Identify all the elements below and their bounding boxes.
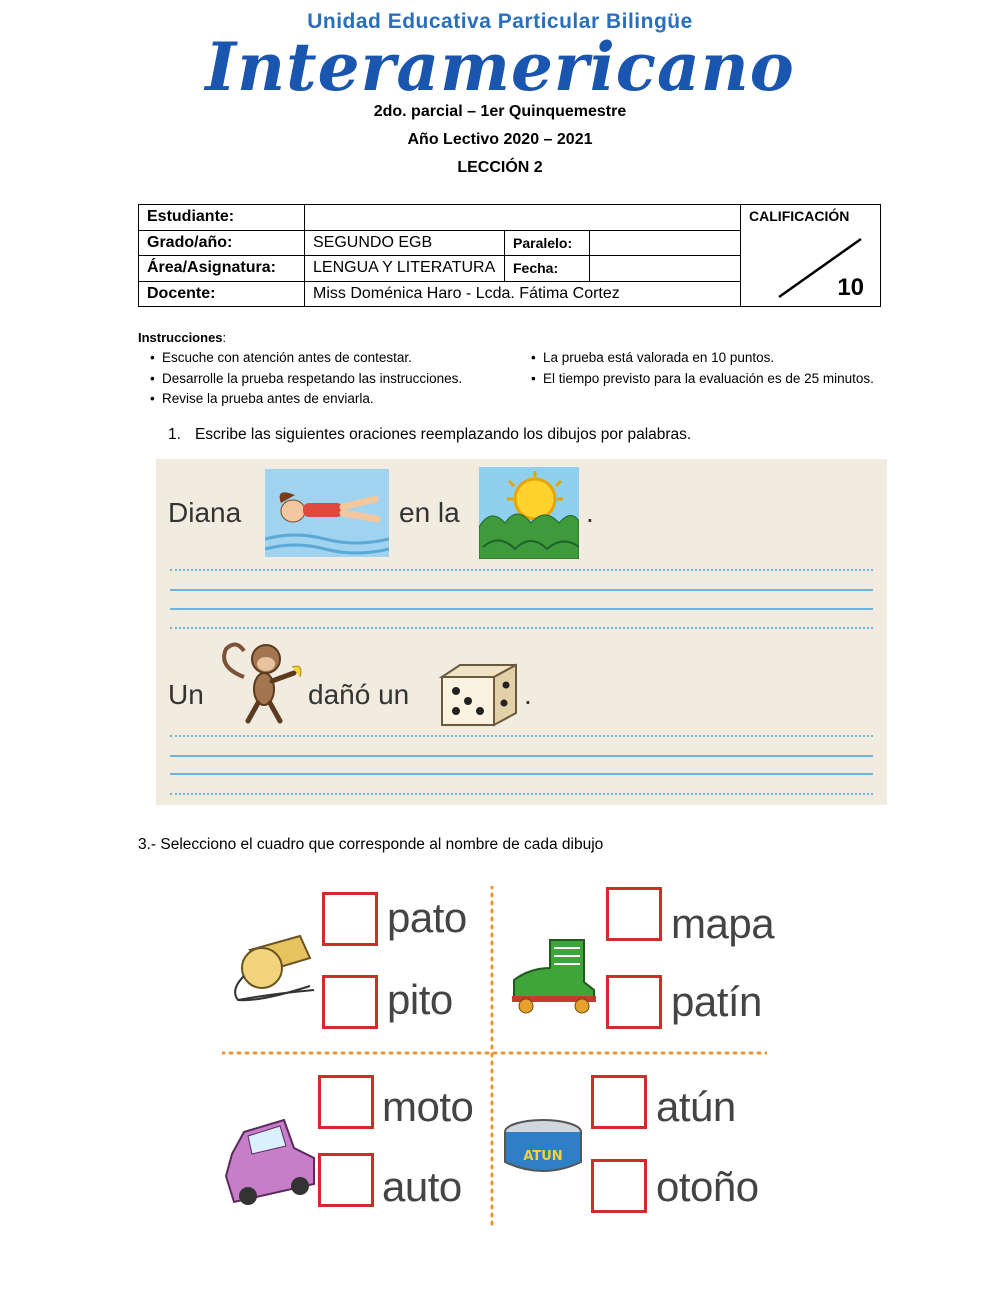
roller-skate-icon [506,934,602,1014]
question-3-text: 3.- Selecciono el cuadro que corresponde al nombre de cada dibujo [138,836,604,853]
exercise-1-panel [156,459,887,805]
monkey-icon [214,637,310,725]
checkbox-pato[interactable] [322,892,378,946]
sentence-2-start: Un [168,679,204,710]
score-box [741,205,881,307]
option-pito: pito [387,976,453,1023]
checkbox-atun[interactable] [591,1075,647,1129]
checkbox-patin[interactable] [606,975,662,1029]
instruction-item: • Escuche con atención antes de contestar. [150,348,520,369]
option-patin: patín [671,978,762,1025]
writing-line [170,793,873,795]
option-otono: otoño [656,1163,759,1210]
period-title: 2do. parcial – 1er Quinquemestre [373,103,627,120]
subject-label: Área/Asignatura: [139,256,305,282]
instructions-title-text: Instrucciones [138,330,223,345]
jungle-icon [479,467,579,559]
option-pato: pato [387,894,467,941]
writing-line [170,755,873,757]
student-field[interactable] [305,205,741,231]
instruction-item: • La prueba está valorada en 10 puntos. [531,348,889,369]
writing-line [170,735,873,737]
subject-value: LENGUA Y LITERATURA [305,256,505,282]
lesson-title: LECCIÓN 2 [457,159,543,176]
school-logo: Interamericano [205,28,795,106]
question-1-number: 1. [168,426,181,443]
student-label: Estudiante: [139,205,305,231]
sentence-1-end: . [586,497,594,528]
date-field[interactable] [590,256,741,282]
instruction-item: • Revise la prueba antes de enviarla. [150,389,520,410]
teacher-value: Miss Doménica Haro - Lcda. Fátima Cortez [305,281,741,307]
car-icon [224,1114,316,1206]
sentence-1-start: Diana [168,497,242,528]
score-max: 10 [837,274,865,301]
school-year: Año Lectivo 2020 – 2021 [407,131,593,148]
instruction-item: • El tiempo previsto para la evaluación es de 25 minutos. [531,369,889,390]
section-field[interactable] [590,230,741,256]
question-1-text: Escribe las siguientes oraciones reemplazando los dibujos por palabras. [194,426,692,443]
sentence-1-middle: en la [399,497,460,528]
sentence-2-middle: dañó un [308,679,410,710]
option-mapa: mapa [671,900,775,947]
checkbox-pito[interactable] [322,975,378,1029]
writing-line [170,627,873,629]
whistle-icon [230,930,320,1006]
option-atun: atún [656,1083,736,1130]
tuna-can-icon [500,1116,586,1180]
grade-value: SEGUNDO EGB [305,230,505,256]
instruction-item: • Desarrolle la prueba respetando las instrucciones. [150,369,520,390]
teacher-label: Docente: [139,281,305,307]
option-moto: moto [382,1083,474,1130]
checkbox-otono[interactable] [591,1159,647,1213]
swimming-girl-icon [265,469,389,557]
checkbox-mapa[interactable] [606,887,662,941]
grade-label: Grado/año: [139,230,305,256]
instructions-title: Instrucciones: [138,330,227,345]
school-name: Unidad Educativa Particular Bilingüe [307,10,693,33]
instructions-left [150,348,520,410]
date-label: Fecha: [505,256,590,282]
instructions-right [531,348,889,389]
student-info-table [138,204,881,307]
writing-line [170,589,873,591]
section-label: Paralelo: [505,230,590,256]
writing-line [170,569,873,571]
dice-icon [438,663,520,727]
checkbox-moto[interactable] [318,1075,374,1129]
question-1 [168,426,691,444]
sentence-2-end: . [524,679,532,710]
tuna-can-label: ATUN [523,1149,563,1164]
writing-line [170,608,873,610]
checkbox-auto[interactable] [318,1153,374,1207]
writing-line [170,773,873,775]
option-auto: auto [382,1163,462,1210]
score-label: CALIFICACIÓN [749,208,850,224]
